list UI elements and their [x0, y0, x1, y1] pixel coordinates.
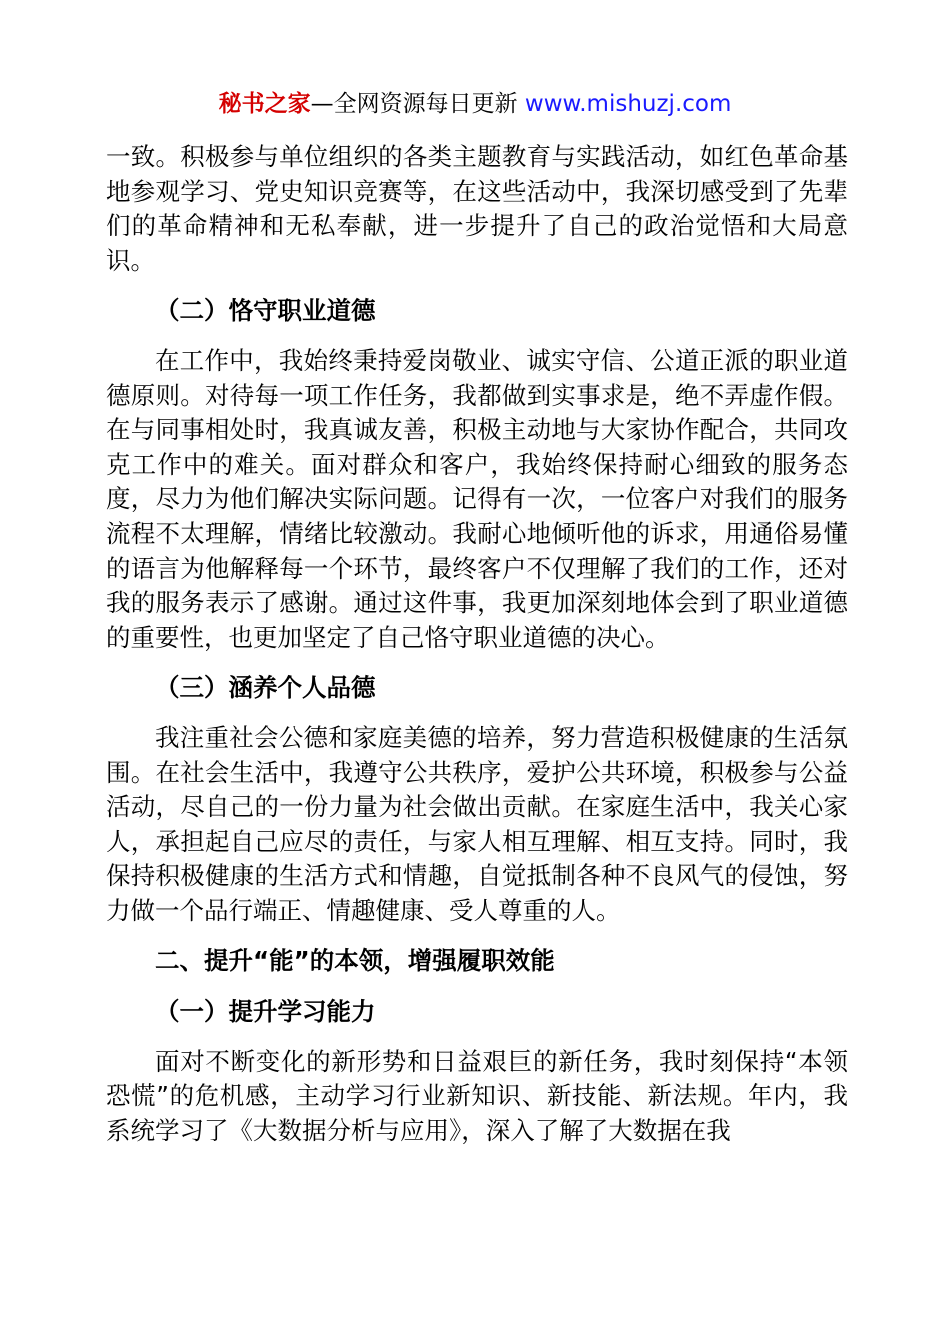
subheading-learning-ability: （一）提升学习能力: [155, 997, 376, 1027]
paragraph-continued: 一致。积极参与单位组织的各类主题教育与实践活动，如红色革命基地参观学习、党史知识竞赛等，在这些活动中，我深切感受到了先辈们的革命精神和无私奉献，进一步提升了自己的政治觉悟和大局意识。: [106, 142, 848, 275]
site-header: [0, 88, 950, 120]
paragraph-learning-ability: 面对不断变化的新形势和日益艰巨的新任务，我时刻保持“本领恐慌”的危机感，主动学习行业新知识、新技能、新法规。年内，我系统学习了《大数据分析与应用》，深入了解了大数据在我: [106, 1046, 848, 1145]
document-body: [106, 140, 848, 1148]
header-tagline: —全网资源每日更新: [310, 91, 525, 117]
subheading-professional-ethics: （二）恪守职业道德: [155, 296, 376, 326]
paragraph-professional-ethics: 在工作中，我始终秉持爱岗敬业、诚实守信、公道正派的职业道德原则。对待每一项工作任务，我都做到实事求是，绝不弄虚作假。在与同事相处时，我真诚友善，积极主动地与大家协作配合，共同攻克工作中的难关。面对群众和客户，我始终保持耐心细致的服务态度，尽力为他们解决实际问题。记得有一次，一位客户对我们的服务流程不太理解，情绪比较激动。我耐心地倾听他的诉求，用通俗易懂的语言为他解释每一个环节，最终客户不仅理解了我们的工作，还对我的服务表示了感谢。通过这件事，我更加深刻地体会到了职业道德的重要性，也更加坚定了自己恪守职业道德的决心。: [106, 345, 848, 652]
paragraph-personal-morality: 我注重社会公德和家庭美德的培养，努力营造积极健康的生活氛围。在社会生活中，我遵守公共秩序，爱护公共环境，积极参与公益活动，尽自己的一份力量为社会做出贡献。在家庭生活中，我关心家人，承担起自己应尽的责任，与家人相互理解、相互支持。同时，我保持积极健康的生活方式和情趣，自觉抵制各种不良风气的侵蚀，努力做一个品行端正、情趣健康、受人尊重的人。: [106, 722, 848, 925]
brand-name: 秘书之家: [218, 91, 311, 117]
section-heading-ability: 二、提升“能”的本领，增强履职效能: [155, 946, 555, 976]
subheading-personal-morality: （三）涵养个人品德: [155, 673, 376, 703]
site-url-link[interactable]: www.mishuzj.com: [524, 91, 732, 117]
